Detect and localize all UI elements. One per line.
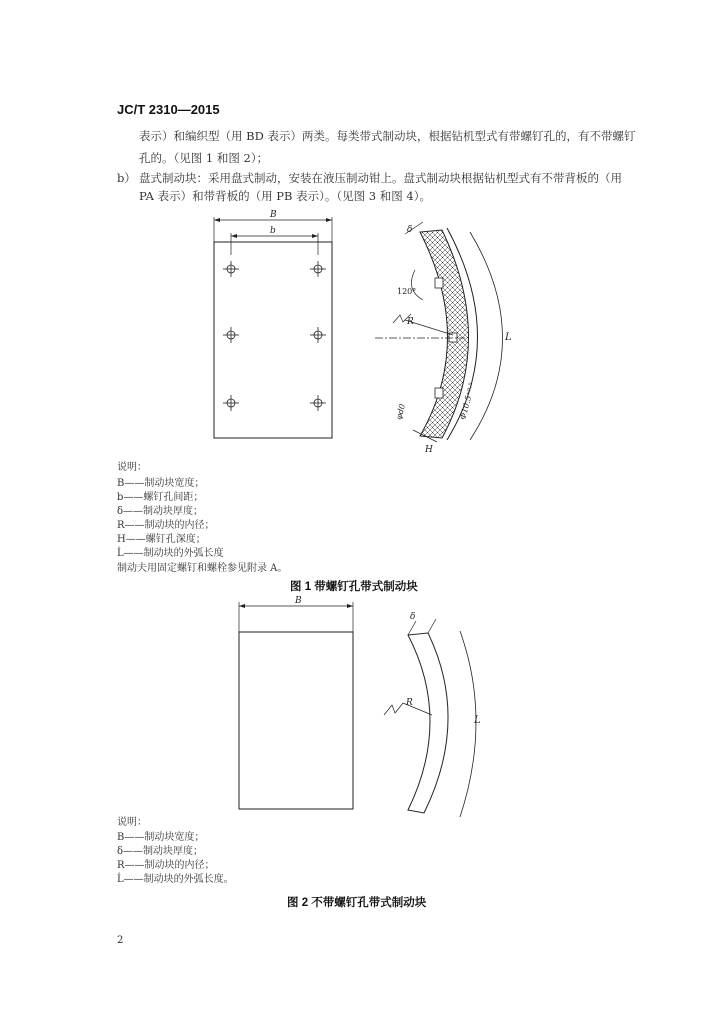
list-item-b-line-2: PA 表示）和带背板的（用 PB 表示）。（见图 3 和图 4）。 <box>139 189 431 203</box>
fig1-legend-item: H——螺钉孔深度； <box>117 534 206 545</box>
fig1-legend-item: b——螺钉孔间距； <box>117 492 204 503</box>
fig1-side-label-R: R <box>407 317 414 327</box>
fig2-legend-item: Ĺ——制动块的外弧长度。 <box>117 874 234 885</box>
fig1-label-phi-d0: φd0 <box>394 402 408 421</box>
figure1-side-view <box>365 210 540 465</box>
body-line-2: 孔的。（见图 1 和图 2）； <box>139 151 269 165</box>
fig1-legend-item: B——制动块宽度； <box>117 478 205 489</box>
list-marker-b: b） <box>117 171 136 185</box>
fig2-legend-item: δ——制动块厚度； <box>117 846 204 857</box>
body-line-1: 表示）和编织型（用 BD 表示）两类。每类带式制动块，根据钻机型式有带螺钉孔的，有不带螺钉 <box>139 129 636 143</box>
fig1-label-angle: 120° <box>397 287 417 296</box>
document-code: JC/T 2310—2015 <box>117 102 220 117</box>
fig1-legend-item: δ——制动块厚度； <box>117 506 204 517</box>
figure2-caption: 图 2 不带螺钉孔带式制动块 <box>287 897 427 909</box>
fig2-legend-item: R——制动块的内径； <box>117 860 215 871</box>
fig1-label-b: b <box>270 226 276 236</box>
fig2-label-R: R <box>406 698 413 708</box>
fig1-legend-title: 说明： <box>117 462 147 473</box>
fig1-label-phi-hole: Φ10.5⁺⁰·⁵ <box>458 381 477 421</box>
list-item-b-line-1: 盘式制动块：采用盘式制动，安装在液压制动钳上。盘式制动块根据钻机型式有不带背板的（用 <box>139 171 622 185</box>
fig2-legend-item: B——制动块宽度； <box>117 832 205 843</box>
fig1-legend-item: Ĺ——制动块的外弧长度 <box>117 548 224 559</box>
fig1-legend-item: R——制动块的内径； <box>117 520 215 531</box>
fig1-label-L: L <box>505 332 512 343</box>
fig2-label-B: B <box>295 596 302 606</box>
page-number: 2 <box>117 935 124 946</box>
fig2-label-delta: δ <box>410 612 416 622</box>
figure1-caption: 图 1 带螺钉孔带式制动块 <box>290 581 418 593</box>
figure2-side-view <box>380 605 500 825</box>
figure1-front-view <box>200 205 350 445</box>
fig1-label-B: B <box>270 210 277 220</box>
fig2-legend-title: 说明： <box>117 817 147 828</box>
fig1-legend-note: 制动夫用固定螺钉和螺栓参见附录 A。 <box>117 563 288 574</box>
fig2-label-L: L <box>474 715 481 726</box>
figure2-front-view <box>225 592 365 817</box>
fig1-label-delta: δ <box>407 225 413 235</box>
fig1-label-H: H <box>425 445 433 455</box>
